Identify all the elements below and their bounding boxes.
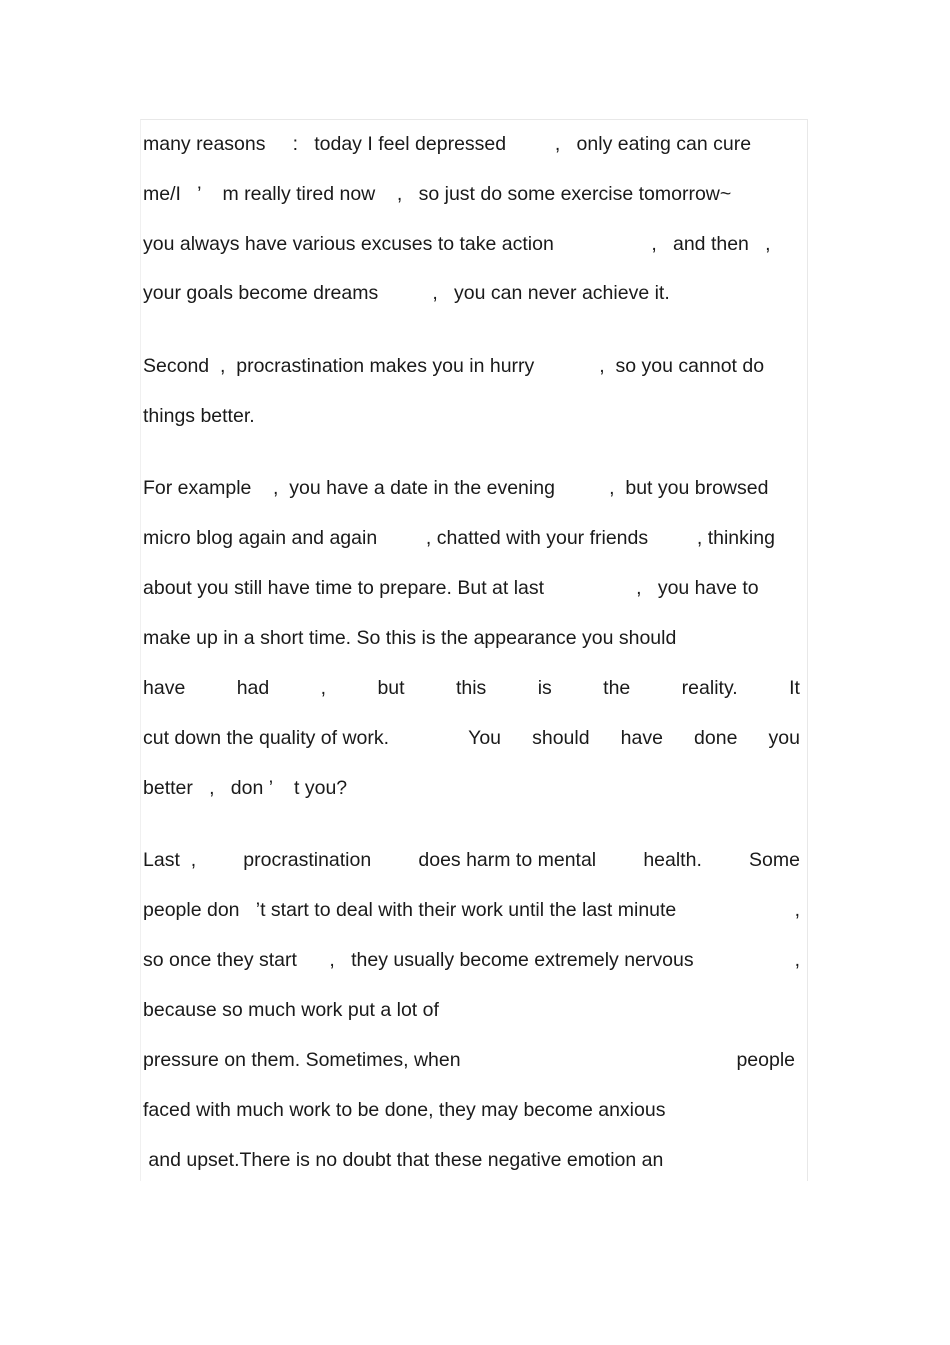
justified-line (143, 676, 800, 700)
text-segment: people don ’t start to deal with their work until the last minute (143, 899, 677, 921)
justified-line (143, 848, 800, 872)
word: the (603, 677, 631, 699)
word: should (532, 727, 590, 749)
word: done (694, 727, 738, 749)
word: have (143, 677, 186, 699)
text-segment: , (794, 899, 800, 921)
word: had (236, 677, 270, 699)
text-line: me/I ’ m really tired now , so just do some exercise tomorrow~ (143, 183, 732, 205)
text-line: For example , you have a date in the evening , but you browsed (143, 477, 769, 499)
text-line: about you still have time to prepare. But at last , you have to (143, 577, 759, 599)
text-line: because so much work put a lot of (143, 999, 439, 1021)
text-segment: so once they start , they usually become extremely nervous (143, 949, 694, 971)
justified-line (143, 948, 800, 972)
text-line: things better. (143, 405, 255, 427)
justified-line (143, 726, 800, 750)
text-line: your goals become dreams , you can never achieve it. (143, 282, 670, 304)
word: procrastination (243, 849, 372, 871)
word: you (768, 727, 800, 749)
word: is (537, 677, 552, 699)
text-segment: , (794, 949, 800, 971)
word: , (320, 677, 327, 699)
word: but (377, 677, 405, 699)
text-segment: pressure on them. Sometimes, when (143, 1049, 461, 1071)
text-line: you always have various excuses to take action , and then , (143, 233, 771, 255)
text-line: faced with much work to be done, they may become anxious (143, 1099, 666, 1121)
justified-line (143, 1048, 795, 1072)
text-line: make up in a short time. So this is the appearance you should (143, 627, 677, 649)
justified-line (143, 898, 800, 922)
word: You (468, 727, 502, 749)
word: does harm to mental (418, 849, 597, 871)
word: Last , (143, 849, 197, 871)
text-segment: people (736, 1049, 795, 1071)
text-line: micro blog again and again , chatted with your friends , thinking (143, 527, 775, 549)
word: have (620, 727, 663, 749)
word: reality. (681, 677, 738, 699)
word: health. (643, 849, 702, 871)
word: It (789, 677, 800, 699)
text-line: many reasons : today I feel depressed , only eating can cure (143, 133, 752, 155)
word: cut down the quality of work. (143, 727, 390, 749)
text-line: and upset.There is no doubt that these negative emotion an (143, 1149, 664, 1171)
text-line: better , don ’ t you? (143, 777, 348, 799)
word: Some (749, 849, 800, 871)
text-line: Second , procrastination makes you in hurry , so you cannot do (143, 355, 765, 377)
word: this (455, 677, 487, 699)
